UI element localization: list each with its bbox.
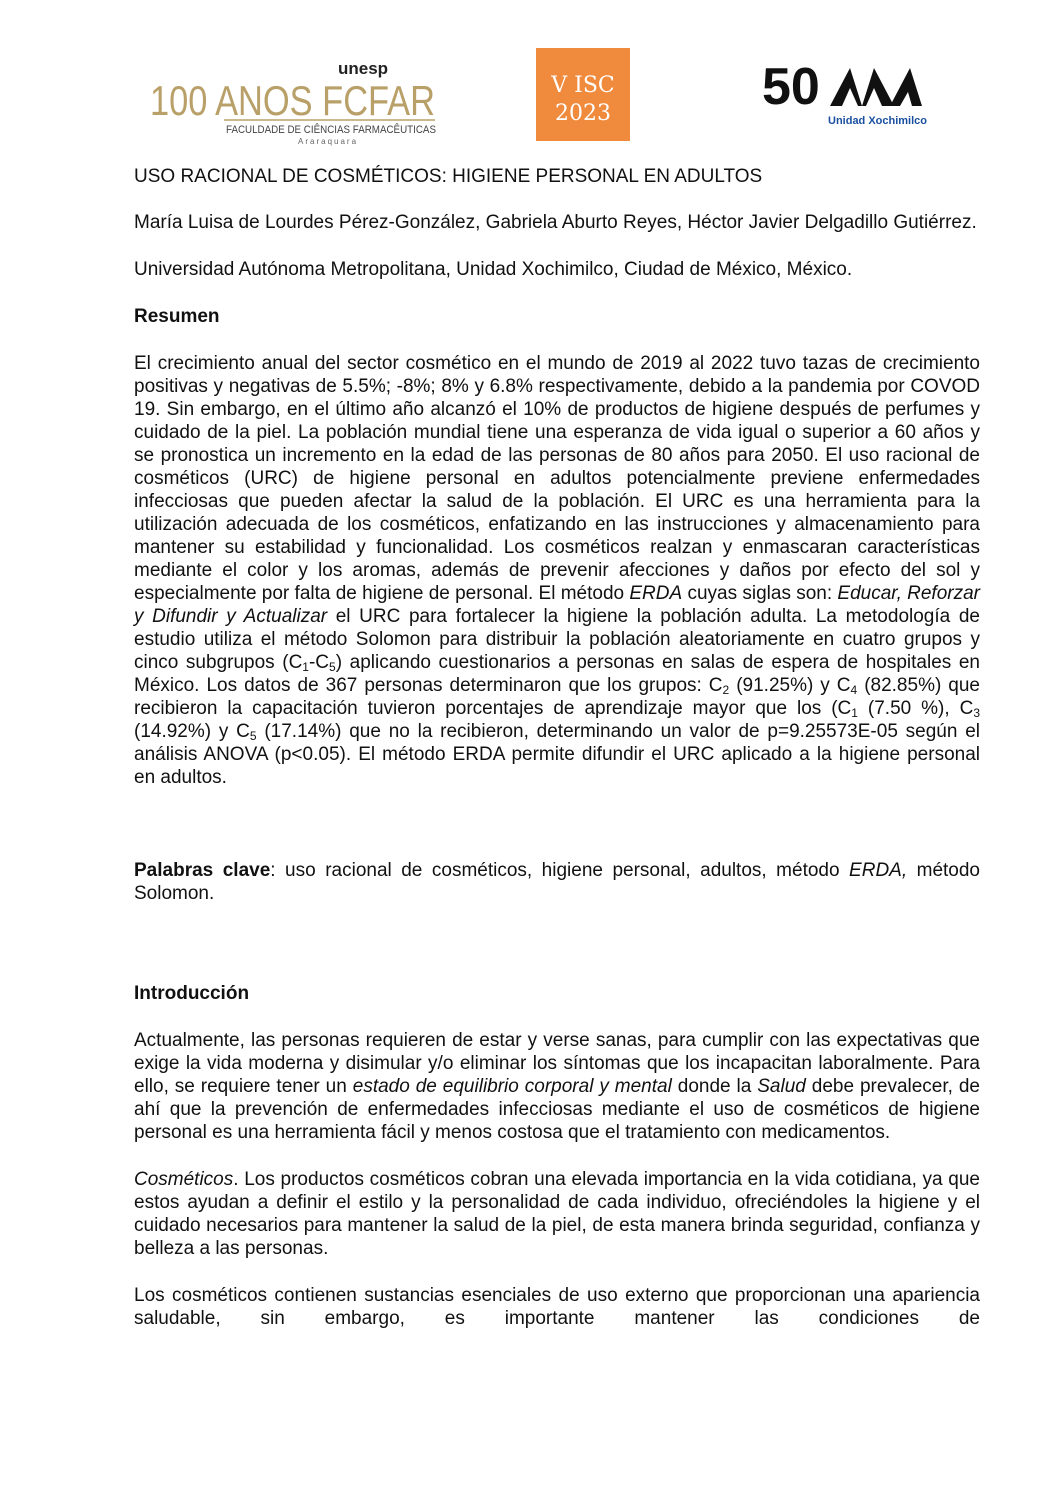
- fcfar-subtitle: FACULDADE DE CIÊNCIAS FARMACÊUTICAS: [226, 124, 462, 136]
- intro-heading: Introducción: [134, 983, 250, 1004]
- visc-logo: [536, 48, 630, 141]
- paper-authors: María Luisa de Lourdes Pérez-González, Gabriela Aburto Reyes, Héctor Javier Delgadillo Gutiérrez.: [134, 212, 977, 233]
- visc-line1: V ISC: [551, 73, 615, 98]
- uam-emblem-right: [890, 68, 922, 106]
- abstract-heading: Resumen: [134, 306, 220, 327]
- intro-paragraph-1: Actualmente, las personas requieren de estar y verse sanas, para cumplir con las expectativas que exige la vida moderna y disimular y/o eliminar los síntomas que los incapacitan laboralmente. Para ello, se requiere tener un estado de equilibrio corporal y mental donde la Salud debe prevalecer, de ahí que la prevención de enfermedades infecciosas mediante el uso de cosméticos de higiene personal es una herramienta fácil y menos costosa que el tratamiento con medicamentos.: [134, 1030, 981, 1143]
- intro-paragraph-2: Cosméticos. Los productos cosméticos cobran una elevada importancia en la vida cotidiana, ya que estos ayudan a definir el estilo y la personalidad de cada individuo, ofreciéndoles la higiene y el cuidado necesarios para mantener la salud de la piel, de esta manera brinda seguridad, confianza y belleza a las personas.: [134, 1169, 980, 1259]
- paper-title: USO RACIONAL DE COSMÉTICOS: HIGIENE PERSONAL EN ADULTOS: [134, 166, 763, 187]
- paper-affiliation: Universidad Autónoma Metropolitana, Unidad Xochimilco, Ciudad de México, México.: [134, 259, 853, 280]
- keywords: Palabras clave: uso racional de cosméticos, higiene personal, adultos, método ERDA, método Solomon.: [134, 860, 981, 904]
- header-logos: [0, 40, 1060, 150]
- unesp-brand: unesp: [338, 59, 389, 78]
- paper-body: [134, 165, 980, 1330]
- intro-paragraph-3: Los cosméticos contienen sustancias esenciales de uso externo que proporcionan una apariencia saludable, sin embargo, es importante mantener las condiciones de: [134, 1285, 980, 1329]
- uam-caption: Unidad Xochimilco: [828, 115, 928, 127]
- uam-logo: [762, 54, 932, 134]
- fcfar-logo: [150, 50, 462, 146]
- fcfar-city: Araraquara: [298, 137, 359, 146]
- uam-number: 50: [762, 58, 820, 116]
- abstract-paragraph: El crecimiento anual del sector cosmético en el mundo de 2019 al 2022 tuvo tazas de crecimiento positivas y negativas de 5.5%; -8%; 8% y 6.8% respectivamente, debido a la pandemia por COVOD 19. Sin embargo, en el último año alcanzó el 10% de productos de higiene después de perfumes y cuidado de la piel. La población mundial tiene una esperanza de vida igual o superior a 60 años y se pronostica un incremento en la edad de las personas de 80 años para 2050. El uso racional de cosméticos (URC) de higiene personal en adultos potencialmente previene enfermedades infecciosas que pueden afectar la salud de la población. El URC es una herramienta para la utilización adecuada de los cosméticos, enfatizando en las instrucciones y almacenamiento para mantener su estabilidad y funcionalidad. Los cosméticos realzan y enmascaran características mediante el color y los aromas, además de prevenir afecciones y daños por efecto del sol y especialmente por falta de higiene de personal. El método ERDA cuyas siglas son: Educar, Reforzar y Difundir y Actualizar el URC para fortalecer la higiene la población adulta. La metodología de estudio utiliza el método Solomon para distribuir la población aleatoriamente en cuatro grupos y cinco subgrupos $(C_1-C_5)$ aplicando cuestionarios a personas en salas de espera de hospitales en México. Los datos de 367 personas determinaron que los grupos: $C_2$ (91.25%) y $C_4$ (82.85%) que recibieron la capacitación tuvieron porcentajes de aprendizaje mayor que los ($C_1$ (7.50 %), $C_3$ (14.92%) y $C_5$ (17.14%) que no la recibieron, determinando un valor de p=9.25573E-05 según el análisis ANOVA (p<0.05). El método ERDA permite difundir el URC aplicado a la higiene personal en adultos.: [134, 353, 980, 788]
- fcfar-title: 100 ANOS FCFAR: [150, 77, 435, 124]
- visc-line2: 2023: [555, 101, 611, 126]
- uam-emblem: [830, 68, 894, 106]
